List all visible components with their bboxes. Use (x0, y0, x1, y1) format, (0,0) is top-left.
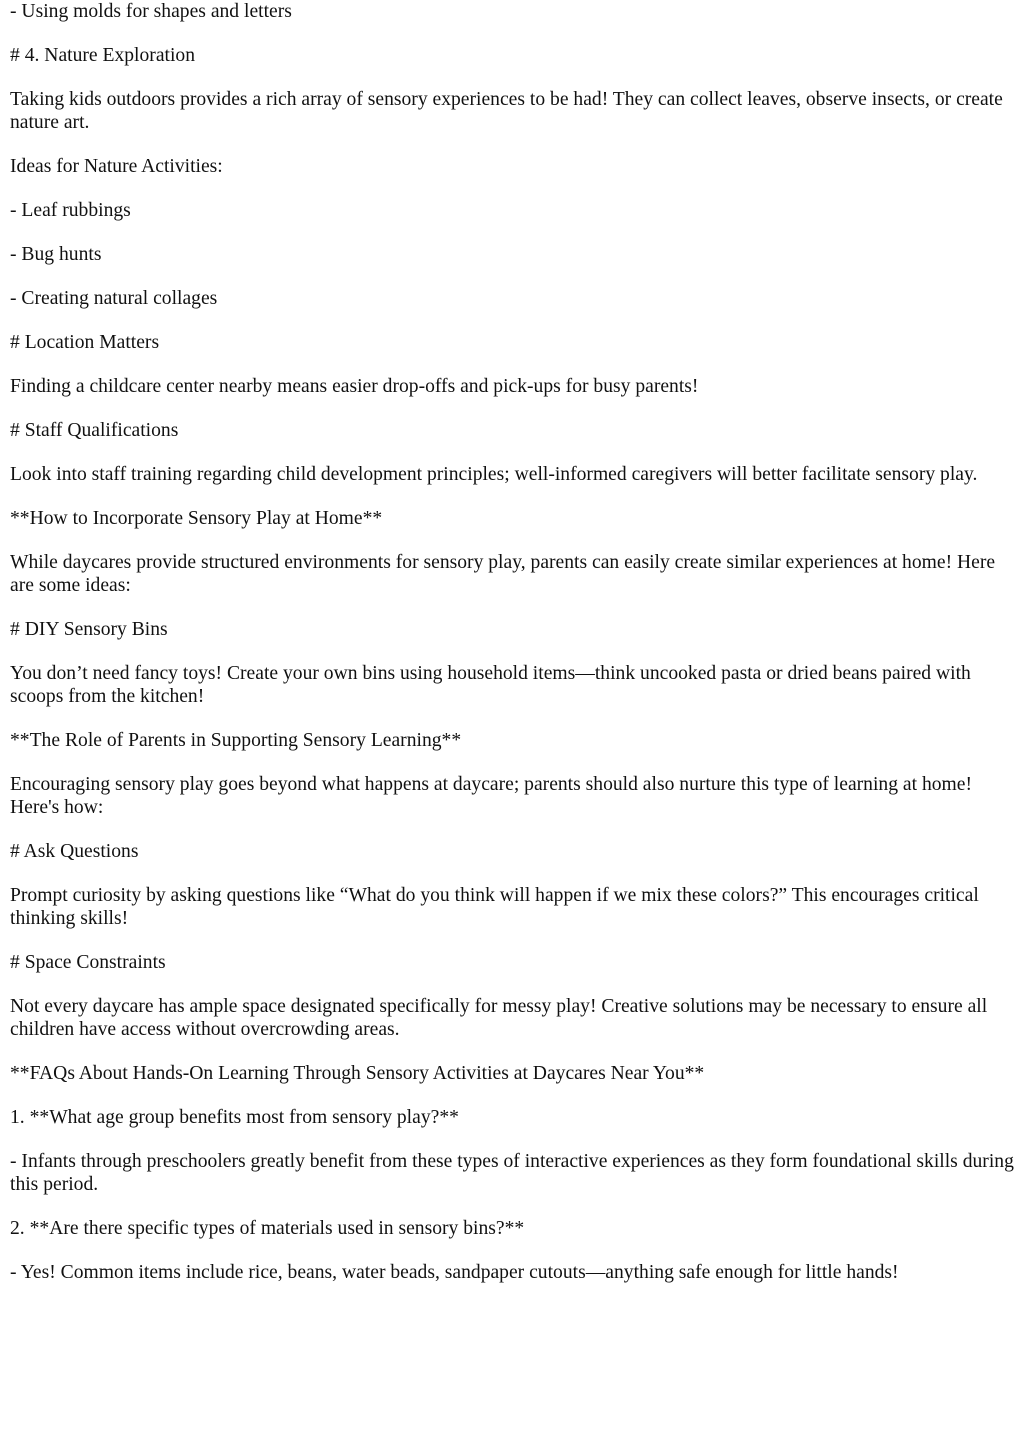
list-item: - Bug hunts (10, 244, 102, 265)
paragraph: You don’t need fancy toys! Create your own bins using household items—think uncooked pasta or dried beans paired with scoops from the kitchen! (10, 663, 971, 707)
paragraph: Taking kids outdoors provides a rich array of sensory experiences to be had! They can collect leaves, observe insects, or create nature art. (10, 89, 1003, 133)
document-body (10, 0, 1016, 1305)
faq-answer: - Infants through preschoolers greatly benefit from these types of interactive experiences as they form foundational skills during this period. (10, 1151, 1014, 1195)
paragraph: Look into staff training regarding child development principles; well-informed caregivers will better facilitate sensory play. (10, 464, 978, 485)
faq-answer: - Yes! Common items include rice, beans, water beads, sandpaper cutouts—anything safe enough for little hands! (10, 1262, 899, 1283)
section-heading: # Space Constraints (10, 952, 166, 973)
list-item: - Leaf rubbings (10, 200, 131, 221)
section-heading: # 4. Nature Exploration (10, 45, 196, 66)
section-heading: **The Role of Parents in Supporting Sensory Learning** (10, 730, 462, 751)
section-heading: # Staff Qualifications (10, 420, 179, 441)
section-heading: # Ask Questions (10, 841, 139, 862)
paragraph: Ideas for Nature Activities: (10, 156, 223, 177)
list-item: - Creating natural collages (10, 288, 218, 309)
paragraph: Finding a childcare center nearby means easier drop-offs and pick-ups for busy parents! (10, 376, 699, 397)
faq-question: 2. **Are there specific types of materials used in sensory bins?** (10, 1218, 525, 1239)
section-heading: **How to Incorporate Sensory Play at Home** (10, 508, 383, 529)
faq-question: 1. **What age group benefits most from sensory play?** (10, 1107, 459, 1128)
section-heading: # Location Matters (10, 332, 160, 353)
paragraph: While daycares provide structured environments for sensory play, parents can easily create similar experiences at home! Here are some ideas: (10, 552, 996, 596)
paragraph: Encouraging sensory play goes beyond what happens at daycare; parents should also nurture this type of learning at home! Here's how: (10, 774, 972, 818)
paragraph: Prompt curiosity by asking questions like “What do you think will happen if we mix these colors?” This encourages critical thinking skills! (10, 885, 979, 929)
list-item: - Using molds for shapes and letters (10, 1, 292, 22)
section-heading: **FAQs About Hands-On Learning Through Sensory Activities at Daycares Near You** (10, 1063, 705, 1084)
section-heading: # DIY Sensory Bins (10, 619, 168, 640)
paragraph: Not every daycare has ample space designated specifically for messy play! Creative solutions may be necessary to ensure all children have access without overcrowding areas. (10, 996, 988, 1040)
